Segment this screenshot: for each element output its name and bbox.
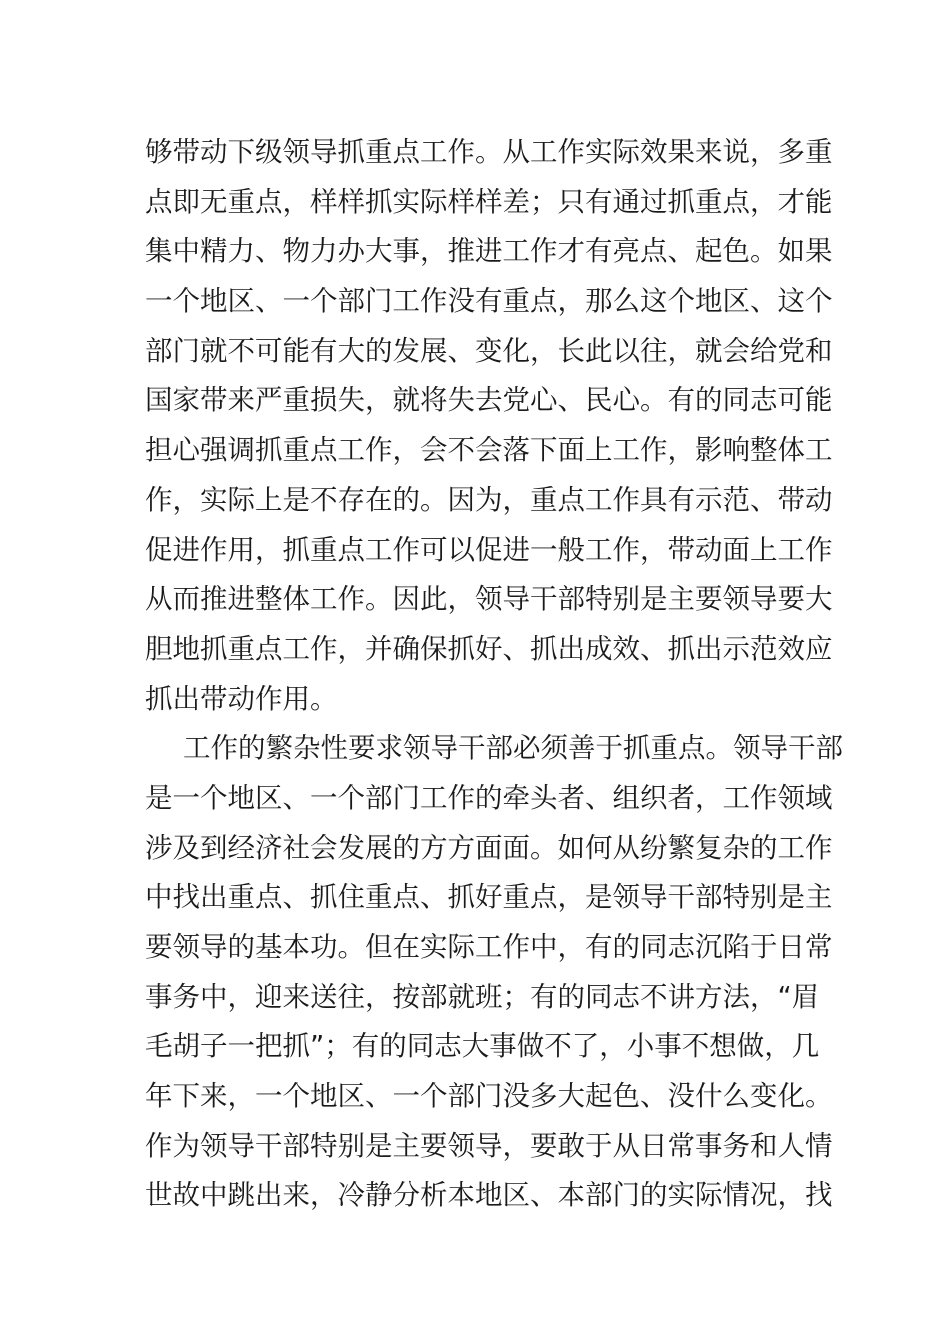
text-line: 担心强调抓重点工作，会不会落下面上工作，影响整体工 [145, 434, 833, 467]
body-text [145, 128, 843, 1221]
text-line: 胆地抓重点工作，并确保抓好、抓出成效、抓出示范效应 [145, 632, 833, 665]
text-line: 涉及到经济社会发展的方方面面。如何从纷繁复杂的工作 [145, 831, 833, 864]
text-line: 点即无重点，样样抓实际样样差；只有通过抓重点，才能 [145, 185, 833, 218]
text-line: 够带动下级领导抓重点工作。从工作实际效果来说，多重 [145, 136, 833, 168]
text-line: 集中精力、物力办大事，推进工作才有亮点、起色。如果 [145, 235, 833, 268]
text-line: 部门就不可能有大的发展、变化，长此以往，就会给党和 [145, 334, 833, 367]
text-line: 要领导的基本功。但在实际工作中，有的同志沉陷于日常 [145, 931, 833, 963]
text-line: 是一个地区、一个部门工作的牵头者、组织者，工作领域 [145, 781, 833, 814]
paragraph [145, 724, 843, 1221]
text-line: 事务中，迎来送往，按部就班；有的同志不讲方法，“眉 [145, 980, 820, 1013]
text-line: 促进作用，抓重点工作可以促进一般工作，带动面上工作 [145, 533, 833, 566]
text-line: 一个地区、一个部门工作没有重点，那么这个地区、这个 [145, 285, 833, 318]
text-line: 抓出带动作用。 [145, 682, 338, 715]
text-line: 年下来，一个地区、一个部门没多大起色、没什么变化。 [145, 1080, 833, 1113]
text-line: 工作的繁杂性要求领导干部必须善于抓重点。领导干部 [183, 732, 843, 765]
paragraph [145, 128, 833, 724]
text-line: 国家带来严重损失，就将失去党心、民心。有的同志可能 [145, 384, 833, 417]
text-line: 作，实际上是不存在的。因为，重点工作具有示范、带动 [145, 483, 833, 516]
text-line: 中找出重点、抓住重点、抓好重点，是领导干部特别是主 [145, 881, 833, 914]
text-line: 毛胡子一把抓”；有的同志大事做不了，小事不想做，几 [145, 1030, 820, 1063]
text-line: 作为领导干部特别是主要领导，要敢于从日常事务和人情 [145, 1129, 833, 1162]
text-line: 世故中跳出来，冷静分析本地区、本部门的实际情况，找 [145, 1179, 833, 1212]
text-line: 从而推进整体工作。因此，领导干部特别是主要领导要大 [145, 583, 833, 616]
